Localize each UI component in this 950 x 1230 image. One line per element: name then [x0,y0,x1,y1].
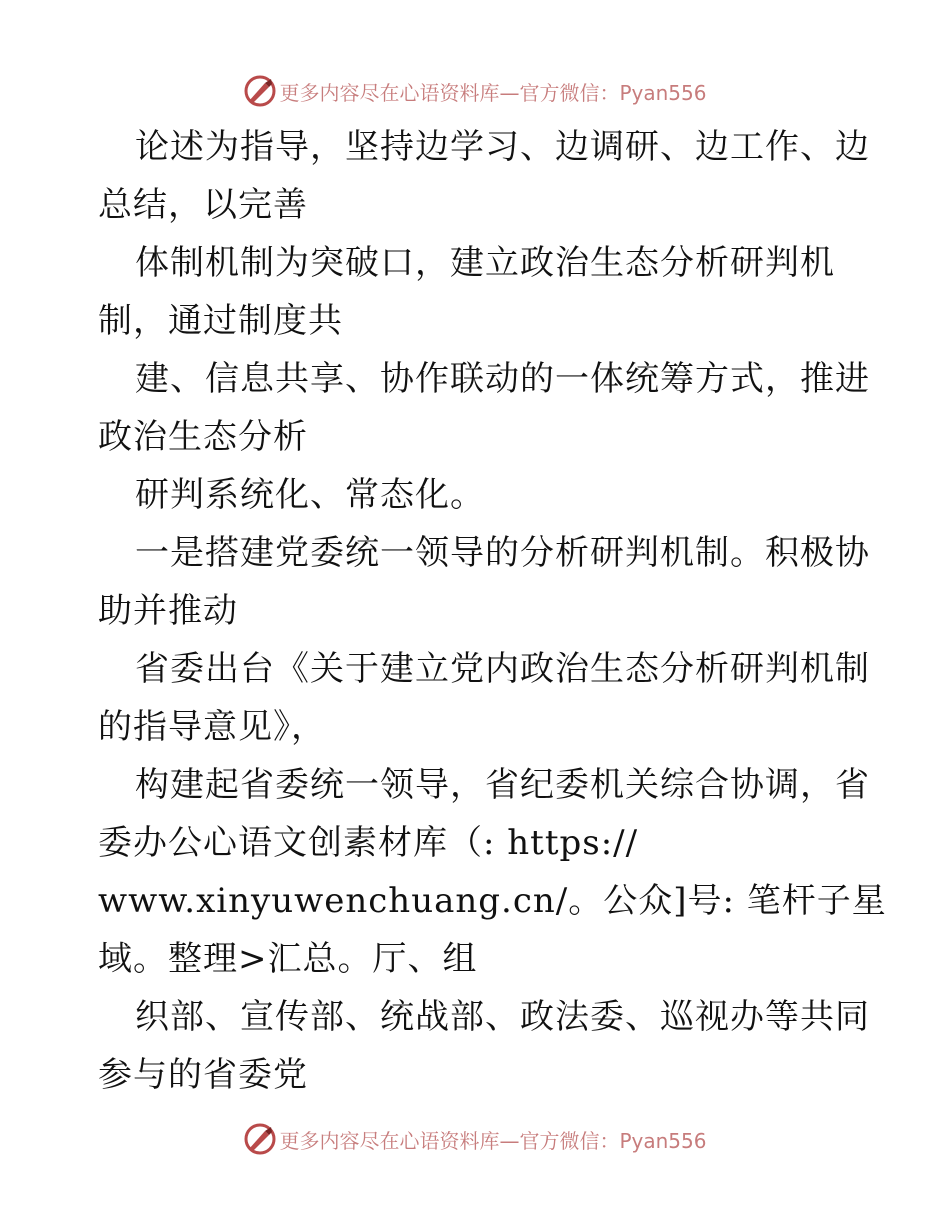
text-line: 参与的省委党 [98,1055,308,1095]
text-line: 论述为指导，坚持边学习、边调研、边工作、边 [135,127,870,167]
pen-logo-icon [243,1122,277,1156]
header-banner [0,71,950,111]
text-line: www.xinyuwenchuang.cn/。公众]号: 笔杆子星 [98,881,887,921]
text-line: 域。整理>汇总。厅、组 [98,939,478,979]
text-line: 助并推动 [98,591,238,631]
text-line: 总结，以完善 [98,185,308,225]
text-line: 省委出台《关于建立党内政治生态分析研判机制 [135,649,870,689]
text-line: 政治生态分析 [98,417,308,457]
text-line: 体制机制为突破口，建立政治生态分析研判机 [135,243,835,283]
text-line: 委办公心语文创素材库（: https:// [98,823,639,863]
header-banner-text: 更多内容尽在心语资料库—官方微信：Pyan556 [279,80,707,105]
text-line: 构建起省委统一领导，省纪委机关综合协调，省 [135,765,870,805]
text-line: 研判系统化、常态化。 [135,475,485,515]
text-line: 一是搭建党委统一领导的分析研判机制。积极协 [135,533,870,573]
footer-banner [0,1119,950,1159]
text-line: 建、信息共享、协作联动的一体统筹方式，推进 [135,359,870,399]
footer-banner-text: 更多内容尽在心语资料库—官方微信：Pyan556 [279,1128,707,1153]
text-line: 织部、宣传部、统战部、政法委、巡视办等共同 [135,997,870,1037]
pen-logo-icon [243,74,277,108]
document-body [98,118,887,1104]
text-line: 的指导意见》， [98,707,326,747]
text-line: 制，通过制度共 [98,301,343,341]
